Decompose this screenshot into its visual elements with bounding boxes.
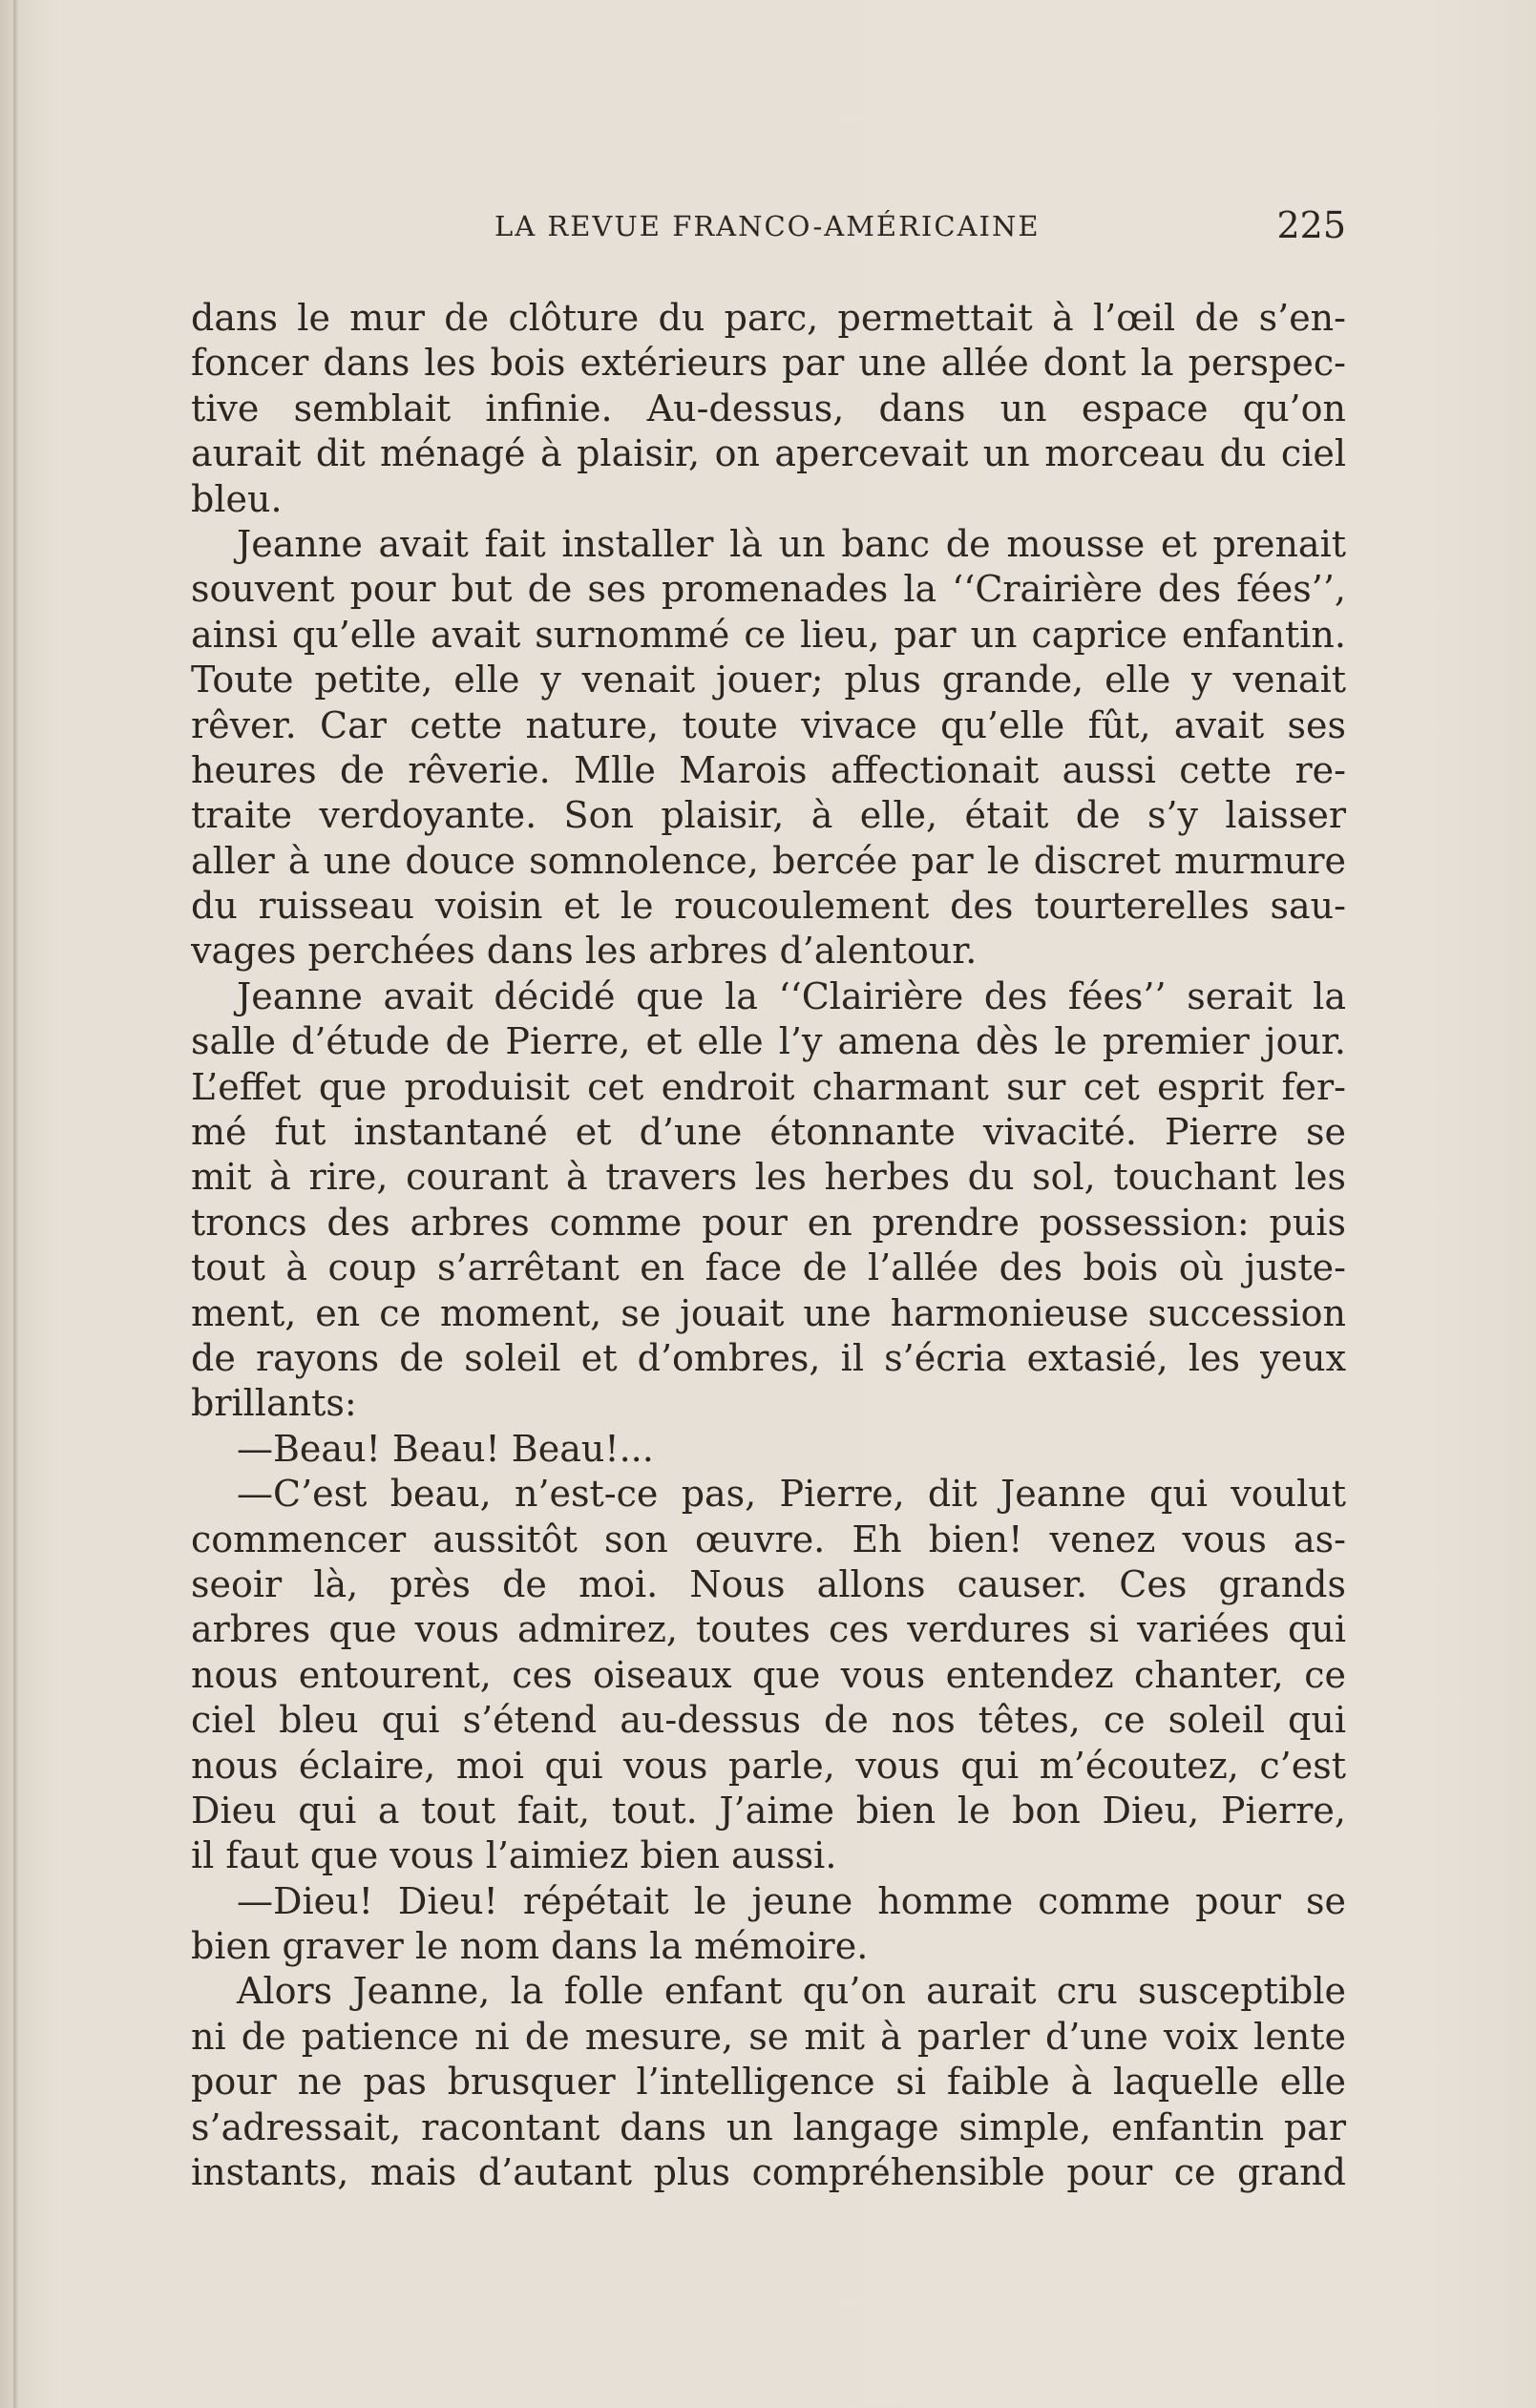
text-line: heures de rêverie. Mlle Marois affectionait aussi cette re- <box>191 748 1346 791</box>
text-line: tive semblait infinie. Au-dessus, dans un espace qu’on <box>191 387 1346 429</box>
text-line: arbres que vous admirez, toutes ces verdures si variées qui <box>191 1608 1346 1651</box>
text-line: bleu. <box>191 477 283 520</box>
text-line: Alors Jeanne, la folle enfant qu’on aurait cru susceptible <box>237 1970 1346 2013</box>
running-title: LA REVUE FRANCO-AMÉRICAINE <box>494 210 1041 242</box>
text-line: commencer aussitôt son œuvre. Eh bien! venez vous as- <box>191 1518 1346 1560</box>
text-line: seoir là, près de moi. Nous allons causer. Ces grands <box>191 1562 1346 1605</box>
text-line: ciel bleu qui s’étend au-dessus de nos têtes, ce soleil qui <box>191 1699 1346 1742</box>
text-line: Jeanne avait fait installer là un banc de mousse et prenait <box>237 522 1346 565</box>
text-line: aller à une douce somnolence, bercée par le discret murmure <box>191 839 1346 882</box>
text-line: ni de patience ni de mesure, se mit à parler d’une voix lente <box>191 2015 1346 2058</box>
text-line: foncer dans les bois extérieurs par une allée dont la perspec- <box>191 342 1346 385</box>
text-line: troncs des arbres comme pour en prendre possession: puis <box>191 1201 1346 1244</box>
text-line: du ruisseau voisin et le roucoulement des tourterelles sau- <box>191 885 1346 928</box>
page-spine-shadow <box>13 0 19 2408</box>
text-line: souvent pour but de ses promenades la ‘‘Crairière des fées’’, <box>191 568 1346 611</box>
text-line: il faut que vous l’aimiez bien aussi. <box>191 1834 837 1877</box>
text-line: L’effet que produisit cet endroit charmant sur cet esprit fer- <box>191 1065 1346 1108</box>
text-line: —C’est beau, n’est-ce pas, Pierre, dit Jeanne qui voulut <box>237 1473 1346 1516</box>
text-line: —Dieu! Dieu! répétait le jeune homme comme pour se <box>237 1879 1346 1922</box>
text-line: Dieu qui a tout fait, tout. J’aime bien le bon Dieu, Pierre, <box>191 1789 1346 1832</box>
body-text <box>191 296 1346 2195</box>
text-line: nous éclaire, moi qui vous parle, vous qui m’écoutez, c’est <box>191 1744 1346 1787</box>
text-line: tout à coup s’arrêtant en face de l’allée des bois où juste- <box>191 1246 1346 1289</box>
text-line: nous entourent, ces oiseaux que vous entendez chanter, ce <box>191 1653 1346 1696</box>
text-line: ainsi qu’elle avait surnommé ce lieu, par un caprice enfantin. <box>191 613 1346 656</box>
running-header <box>191 200 1346 258</box>
text-line: aurait dit ménagé à plaisir, on apercevait un morceau du ciel <box>191 432 1346 475</box>
text-line: brillants: <box>191 1382 357 1425</box>
text-line: vages perchées dans les arbres d’alentour. <box>191 930 978 973</box>
text-line: rêver. Car cette nature, toute vivace qu’elle fût, avait ses <box>191 703 1346 746</box>
page-number: 225 <box>1276 204 1346 246</box>
text-line: s’adressait, racontant dans un langage simple, enfantin par <box>191 2105 1346 2148</box>
text-line: salle d’étude de Pierre, et elle l’y amena dès le premier jour. <box>191 1020 1346 1063</box>
text-line: —Beau! Beau! Beau!... <box>237 1427 654 1470</box>
text-line: bien graver le nom dans la mémoire. <box>191 1925 869 1968</box>
text-line: Toute petite, elle y venait jouer; plus grande, elle y venait <box>191 659 1346 701</box>
text-line: ment, en ce moment, se jouait une harmonieuse succession <box>191 1291 1346 1334</box>
text-line: de rayons de soleil et d’ombres, il s’écria extasié, les yeux <box>191 1336 1346 1379</box>
text-line: dans le mur de clôture du parc, permettait à l’œil de s’en- <box>191 297 1346 339</box>
text-line: pour ne pas brusquer l’intelligence si faible à laquelle elle <box>191 2061 1346 2104</box>
text-line: Jeanne avait décidé que la ‘‘Clairière des fées’’ serait la <box>237 974 1346 1017</box>
text-line: traite verdoyante. Son plaisir, à elle, était de s’y laisser <box>191 794 1346 837</box>
text-line: mit à rire, courant à travers les herbes du sol, touchant les <box>191 1156 1346 1199</box>
text-line: mé fut instantané et d’une étonnante vivacité. Pierre se <box>191 1111 1346 1154</box>
text-line: instants, mais d’autant plus compréhensible pour ce grand <box>191 2151 1346 2194</box>
